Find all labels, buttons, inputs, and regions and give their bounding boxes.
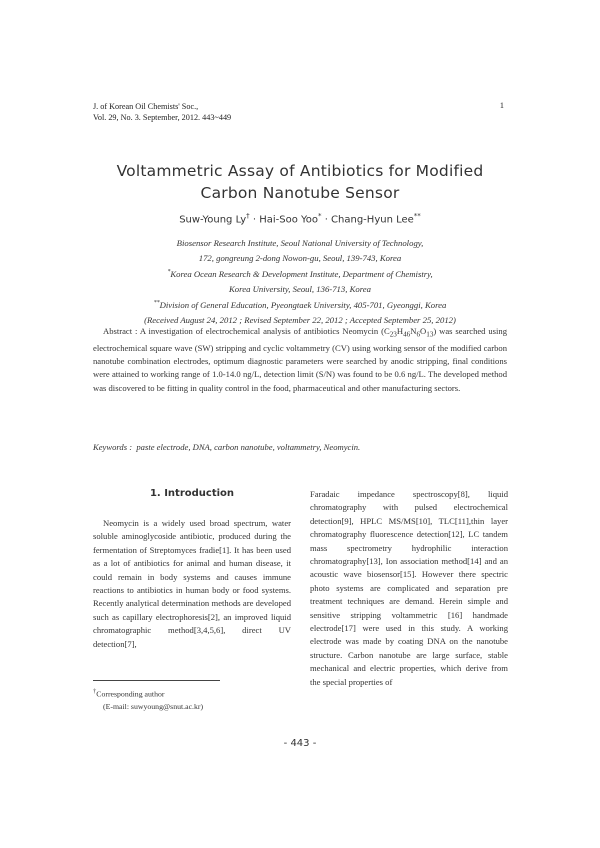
- footnote-email: (E-mail: suwyoung@snut.ac.kr): [103, 701, 204, 711]
- abstract: Abstract : A investigation of electrochemical analysis of antibiotics Neomycin $(C_{23}H_{46}N_6O_{13})$ was searched using electrochemical square wave (SW) stripping and cyclic voltammetry (CV) using working sensor of the modified carbon nanotube combination electrodes, optimum diagnostic parameters were searched by anodic stripping, final conditions were attained to working range of 1.0-14.0 ng/L, detection limit (S/N) was found to be 0.6 ng/L. The developed method was discovered to be fitting in quality control in the food, pharmaceutical and other manufacturing sectors.: [93, 326, 507, 393]
- received-dates: (Received August 24, 2012 ; Revised September 22, 2012 ; Accepted September 25, 2012): [144, 314, 456, 325]
- author-1: Suw-Young Ly: [179, 214, 247, 226]
- author-2: · Hai-Soo Yoo: [249, 214, 319, 226]
- abstract-text-1: Abstract : A investigation of electrochemical analysis of antibiotics Neomycin (C: [103, 326, 390, 336]
- affiliation-3-mark: *: [167, 269, 171, 276]
- intro-paragraph-left: Neomycin is a widely used broad spectrum, water soluble aminoglycoside antibiotic, produced during the fermentation of Streptomyces fradie[1]. It has been used as a lot of antibiotics for animal and human disease, it could remain in body systems and causes immune reactions to antibiotics in human body or food systems. Recently analytical determination methods are developed such as capillary electrophoresis[2], an improved liquid chromatographic method[3,4,5,6], direct UV detection[7],: [93, 518, 291, 649]
- author-3-mark: **: [413, 212, 421, 220]
- journal-name: J. of Korean Oil Chemists' Soc.,: [93, 102, 199, 111]
- author-list: [60, 212, 540, 225]
- affiliation-line-4: Korea University, Seoul, 136-713, Korea: [229, 283, 371, 294]
- footnote: [93, 686, 203, 713]
- keywords-text: paste electrode, DNA, carbon nanotube, voltammetry, Neomycin.: [136, 442, 361, 452]
- affiliations: [60, 236, 540, 327]
- affiliation-line-1: Biosensor Research Institute, Seoul National University of Technology,: [176, 238, 424, 248]
- affiliation-line-3: *Korea Ocean Research & Development Institute, Department of Chemistry,: [167, 269, 433, 280]
- footnote-line-1: †Corresponding author: [93, 688, 165, 699]
- affiliation-5-mark: **: [153, 300, 160, 307]
- paper-title: [60, 160, 540, 204]
- affiliation-line-2: 172, gongreung 2-dong Nowon-gu, Seoul, 139-743, Korea: [198, 252, 402, 263]
- intro-right-column: [310, 488, 508, 689]
- author-3: · Chang-Hyun Lee: [321, 214, 414, 226]
- header-page-number: 1: [499, 101, 504, 110]
- keywords: [93, 442, 507, 452]
- footer-page-number: - 443 -: [283, 738, 317, 749]
- intro-paragraph-right: Faradaic impedance spectroscopy[8], liquid chromatography with pulsed electrochemical detection[9], HPLC MS/MS[10], TLC[11],thin layer chromatography fluorescence detection[12], LC tandem mass spectrometry hydrophilic interaction chromatography[13], Ion association method[14] and an acoustic wave biosensor[15]. However there spectric photo systems are complicated and separation pre treatment techniques are demand. Herein simple and sensitive stripping voltammetric [16] handmade electrode[17] were used in this study. A working electrode was made by coating DNA on the nanotube structure. Carbon nanotube are large surface, stable mechanical and electric properties, which derive from the special properties of: [310, 489, 508, 687]
- author-1-mark: †: [246, 212, 250, 220]
- affiliation-line-5: **Division of General Education, Pyeongtaek University, 405-701, Gyeonggi, Korea: [153, 300, 447, 311]
- footnote-mark: †: [93, 688, 97, 695]
- title-line-2: Carbon Nanotube Sensor: [200, 184, 400, 202]
- journal-volume: Vol. 29, No. 3. September, 2012. 443~449: [93, 113, 232, 122]
- section-heading: 1. Introduction: [149, 488, 235, 499]
- intro-left-column: [93, 517, 291, 651]
- author-2-mark: *: [318, 212, 322, 220]
- keywords-label: Keywords :: [93, 442, 133, 452]
- footnote-divider: [93, 680, 220, 681]
- abstract-text-2: ) was searched using electrochemical square wave (SW) stripping and cyclic voltammetry (CV) using working sensor of the modified carbon nanotube combination electrodes, optimum diagnostic parameters were searched by anodic stripping, final conditions were attained to working range of 1.0-14.0 ng/L, detection limit (S/N) was found to be 0.6 ng/L. The developed method was discovered to be fitting in quality control in the food, pharmaceutical and other manufacturing sectors.: [93, 326, 507, 393]
- title-line-1: Voltammetric Assay of Antibiotics for Modified: [116, 162, 484, 180]
- journal-citation: [93, 101, 231, 123]
